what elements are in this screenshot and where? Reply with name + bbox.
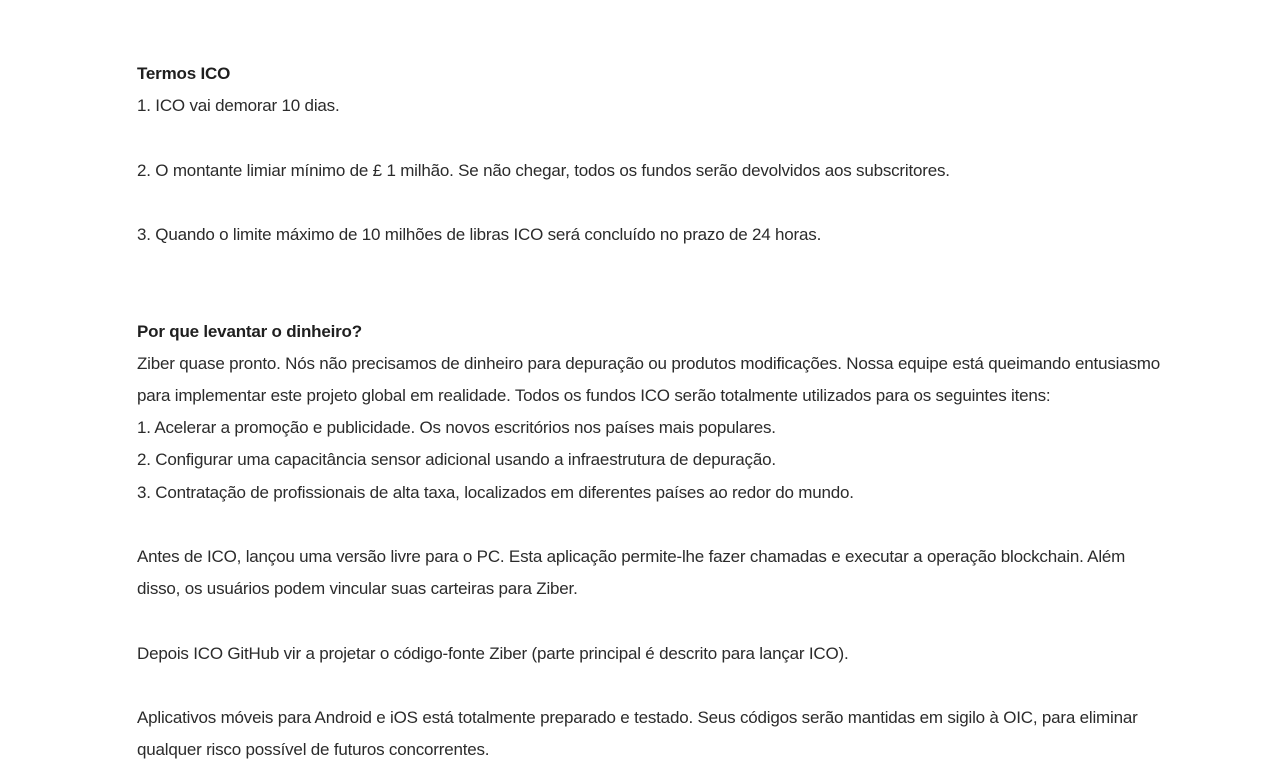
spacer bbox=[137, 605, 1167, 637]
spacer bbox=[137, 670, 1167, 702]
section-spacer bbox=[137, 251, 1167, 315]
terms-item-2: 2. O montante limiar mínimo de £ 1 milhão. Se não chegar, todos os fundos serão devolvidos aos subscritores. bbox=[137, 160, 950, 180]
why-paragraph-1: Antes de ICO, lançou uma versão livre para o PC. Esta aplicação permite-lhe fazer chamadas e executar a operação blockchain. Além disso, os usuários podem vincular suas carteiras para Ziber. bbox=[137, 546, 1126, 599]
terms-item-3: 3. Quando o limite máximo de 10 milhões de libras ICO será concluído no prazo de 24 horas. bbox=[137, 224, 822, 244]
terms-heading: Termos ICO bbox=[137, 64, 231, 83]
spacer bbox=[137, 187, 1167, 219]
why-item-2: 2. Configurar uma capacitância sensor adicional usando a infraestrutura de depuração. bbox=[137, 450, 776, 470]
why-item-1: 1. Acelerar a promoção e publicidade. Os novos escritórios nos países mais populares. bbox=[137, 418, 776, 438]
why-paragraph-2: Depois ICO GitHub vir a projetar o código-fonte Ziber (parte principal é descrito para lançar ICO). bbox=[137, 643, 849, 663]
terms-item-1: 1. ICO vai demorar 10 dias. bbox=[137, 96, 340, 116]
terms-section bbox=[137, 58, 1167, 251]
why-section bbox=[137, 316, 1167, 766]
document-body bbox=[137, 58, 1167, 766]
why-intro: Ziber quase pronto. Nós não precisamos de dinheiro para depuração ou produtos modificações. Nossa equipe está queimando entusiasmo para implementar este projeto global em realidade. Todos os fundos ICO serão totalmente utilizados para os seguintes itens: bbox=[137, 353, 1160, 405]
spacer bbox=[137, 122, 1167, 154]
spacer bbox=[137, 509, 1167, 541]
why-item-3: 3. Contratação de profissionais de alta taxa, localizados em diferentes países ao redor do mundo. bbox=[137, 482, 854, 502]
why-paragraph-3: Aplicativos móveis para Android e iOS está totalmente preparado e testado. Seus códigos serão mantidas em sigilo à OIC, para eliminar qualquer risco possível de futuros concorrentes. bbox=[137, 707, 1138, 760]
why-heading: Por que levantar o dinheiro? bbox=[137, 321, 362, 341]
